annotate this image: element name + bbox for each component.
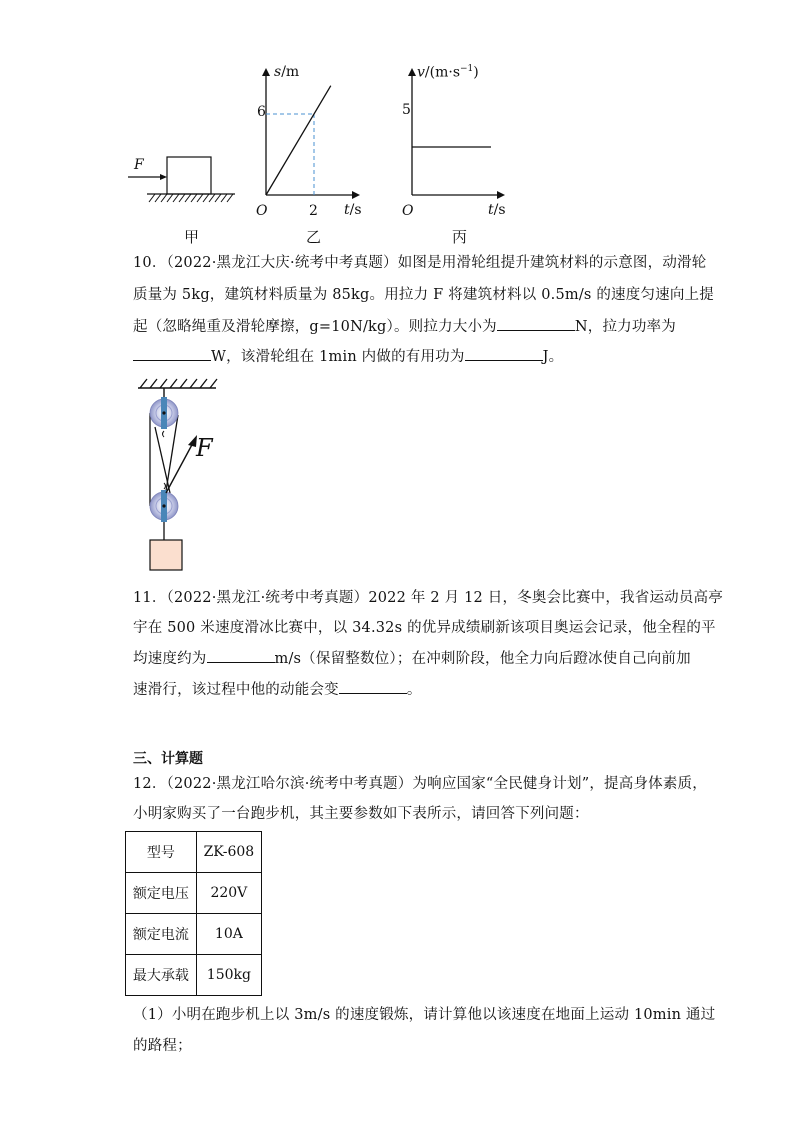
- table-label-cell: 额定电流: [126, 914, 197, 955]
- x-axis-arrowhead: [352, 191, 360, 199]
- y-axis-arrowhead: [262, 68, 270, 76]
- figure-bing-vt-chart: [395, 62, 515, 222]
- x-axis-arrowhead: [497, 191, 505, 199]
- q10-line2: 质量为 5kg，建筑材料质量为 85kg。用拉力 F 将建筑材料以 0.5m/s 的速度匀速向上提: [133, 287, 714, 303]
- figure-yi-st-chart: [250, 62, 370, 222]
- treadmill-spec-table: [125, 831, 262, 996]
- force-label-f: F: [134, 157, 144, 173]
- q12-sub1-line2: 的路程；: [133, 1038, 192, 1054]
- series-line-displacement: [266, 86, 331, 195]
- q10-line3-text: 起（忽略绳重及滑轮摩擦，g=10N/kg）。则拉力大小为: [133, 319, 497, 335]
- q11-line3-text: 均速度约为: [133, 651, 207, 667]
- q10-line3: [133, 316, 676, 337]
- force-arrowhead: [160, 174, 167, 180]
- pulley-force-label: F: [196, 434, 213, 462]
- q11-line1: 11．（2022·黑龙江·统考中考真题）2022 年 2 月 12 日，冬奥会比赛中，我省运动员高亭: [133, 590, 723, 606]
- caption-jia: 甲: [184, 228, 200, 246]
- ceiling-hatching: [140, 379, 217, 388]
- movable-pulley: [150, 490, 178, 522]
- yi-x-axis-label: t/s: [344, 202, 362, 218]
- building-material-load: [150, 540, 182, 570]
- table-row: [126, 873, 262, 914]
- q10-line4: [133, 346, 563, 367]
- y-axis-arrowhead: [408, 68, 416, 76]
- fixed-pulley: [150, 397, 178, 429]
- caption-bing: 丙: [452, 228, 468, 246]
- q12-sub1-line1: （1）小明在跑步机上以 3m/s 的速度锻炼，请计算他以该速度在地面上运动 10min 通过: [133, 1007, 716, 1023]
- yi-y-tick-6: 6: [257, 104, 266, 120]
- bing-origin-label: O: [402, 203, 414, 219]
- q10-blank-work[interactable]: [465, 346, 543, 361]
- table-label-cell: 额定电压: [126, 873, 197, 914]
- table-label-cell: 型号: [126, 832, 197, 873]
- table-value-cell: 10A: [196, 914, 261, 955]
- q11-blank-speed[interactable]: [207, 648, 275, 663]
- q11-line4-end: 。: [406, 682, 422, 698]
- q10-line4-end: J。: [542, 349, 564, 365]
- yi-origin-label: O: [256, 203, 268, 219]
- block: [167, 157, 211, 194]
- yi-x-tick-2: 2: [309, 203, 318, 219]
- q11-line2: 宇在 500 米速度滑冰比赛中，以 34.32s 的优异成绩刷新该项目奥运会记录，他全程的平: [133, 620, 716, 636]
- q11-line3: [133, 648, 691, 669]
- q11-line3-text-after: m/s（保留整数位）；在冲刺阶段，他全力向后蹬冰使自己向前加: [274, 651, 691, 667]
- q11-line4: [133, 679, 422, 700]
- bing-y-tick-5: 5: [402, 102, 411, 118]
- q11-blank-kinetic[interactable]: [339, 679, 407, 694]
- yi-y-axis-label: s/m: [274, 64, 300, 80]
- q10-line3-text-after: N，拉力功率为: [574, 319, 676, 335]
- bing-y-axis-label: $v/(m\cdot s^{-1})$: [417, 64, 479, 81]
- ground-hatching: [149, 194, 233, 202]
- table-label-cell: 最大承载: [126, 955, 197, 996]
- q10-line1: 10．（2022·黑龙江大庆·统考中考真题）如图是用滑轮组提升建筑材料的示意图，动滑轮: [133, 255, 707, 271]
- pulley-system-diagram: [130, 375, 230, 575]
- table-row: [126, 955, 262, 996]
- q10-blank-power[interactable]: [133, 346, 211, 361]
- table-value-cell: ZK-608: [196, 832, 261, 873]
- q12-line2: 小明家购买了一台跑步机，其主要参数如下表所示，请回答下列问题：: [133, 806, 589, 822]
- q11-line4-text: 速滑行，该过程中他的动能会变: [133, 682, 339, 698]
- table-value-cell: 220V: [196, 873, 261, 914]
- caption-yi: 乙: [306, 228, 322, 246]
- q10-line4-text: W，该滑轮组在 1min 内做的有用功为: [211, 349, 465, 365]
- q10-blank-force[interactable]: [497, 316, 575, 331]
- table-value-cell: 150kg: [196, 955, 261, 996]
- table-row: [126, 832, 262, 873]
- section-title-calculation: 三、计算题: [133, 751, 203, 767]
- q12-line1: 12．（2022·黑龙江哈尔滨·统考中考真题）为响应国家“全民健身计划”，提高身体素质，: [133, 776, 707, 792]
- bing-x-axis-label: t/s: [488, 202, 506, 218]
- table-row: [126, 914, 262, 955]
